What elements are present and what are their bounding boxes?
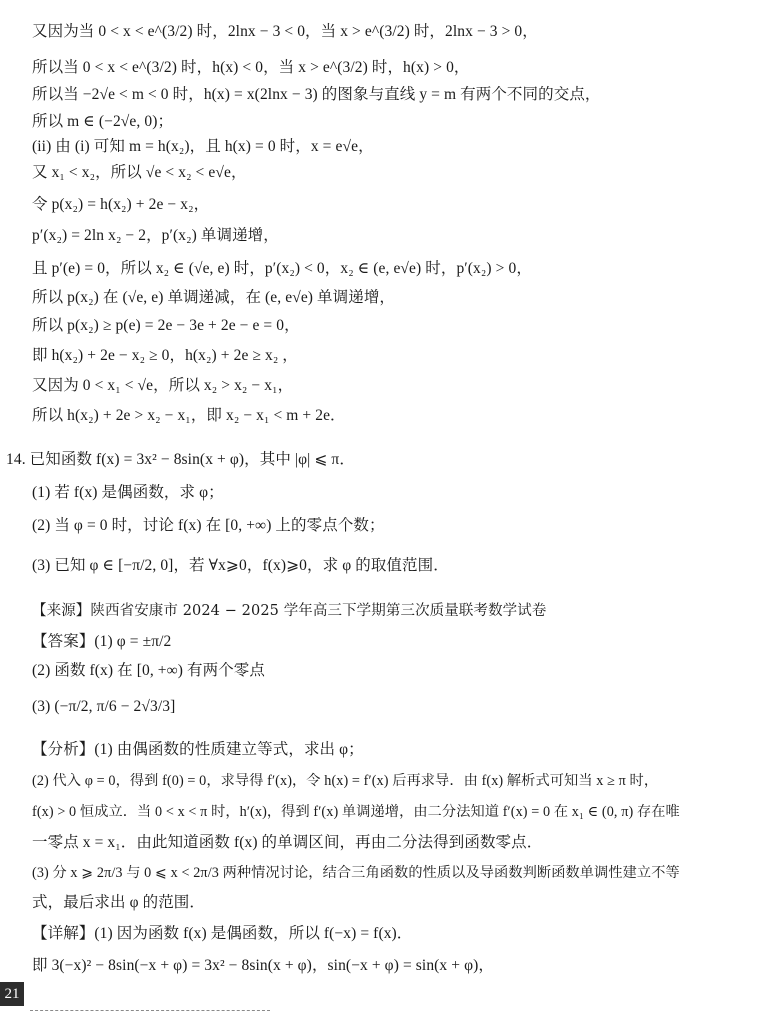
text-line: (ii) 由 (i) 可知 m = h(x₂)，且 h(x) = 0 时，x = e√e， bbox=[32, 138, 374, 155]
analysis-line: (3) 分 x ⩾ 2π/3 与 0 ⩽ x < 2π/3 两种情况讨论，结合三角函数的性质以及导函数判断函数单调性建立不等 bbox=[32, 865, 680, 881]
text-line: 所以 p(x₂) 在 (√e, e) 单调递减，在 (e, e√e) 单调递增， bbox=[32, 289, 396, 306]
source-line: 【来源】陕西省安康市 2024 − 2025 学年高三下学期第三次质量联考数学试卷 bbox=[32, 603, 547, 619]
text-line: 又因为当 0 < x < e^(3/2) 时，2lnx − 3 < 0，当 x > e^(3/2) 时，2lnx − 3 > 0， bbox=[32, 23, 538, 40]
analysis-line: 一零点 x = x₁．由此知道函数 f(x) 的单调区间，再由二分法得到函数零点． bbox=[32, 834, 543, 851]
text-line: 所以 p(x₂) ≥ p(e) = 2e − 3e + 2e − e = 0， bbox=[32, 317, 300, 334]
analysis-line: 式，最后求出 φ 的范围． bbox=[32, 894, 205, 911]
text-line: 令 p(x₂) = h(x₂) + 2e − x₂， bbox=[32, 196, 210, 213]
text-line: 且 p′(e) = 0，所以 x₂ ∈ (√e, e) 时，p′(x₂) < 0，x₂ ∈ (e, e√e) 时，p′(x₂) > 0， bbox=[32, 260, 532, 277]
page-number-badge: 21 bbox=[0, 982, 24, 1006]
detail-line: 即 3(−x)² − 8sin(−x + φ) = 3x² − 8sin(x + φ)，sin(−x + φ) = sin(x + φ)， bbox=[32, 957, 494, 974]
question-part-2: (2) 当 φ = 0 时，讨论 f(x) 在 [0, +∞) 上的零点个数； bbox=[32, 517, 385, 534]
footer-divider bbox=[30, 1010, 270, 1011]
analysis-line: f(x) > 0 恒成立．当 0 < x < π 时，h′(x)，得到 f′(x) 单调递增，由二分法知道 f′(x) = 0 在 x₁ ∈ (0, π) 存在唯 bbox=[32, 804, 680, 820]
text-line: 所以 m ∈ (−2√e, 0)； bbox=[32, 113, 174, 130]
text-line: 所以 h(x₂) + 2e > x₂ − x₁，即 x₂ − x₁ < m + 2e． bbox=[32, 407, 346, 424]
text-line: 又因为 0 < x₁ < √e，所以 x₂ > x₂ − x₁， bbox=[32, 377, 294, 394]
text-line: 所以当 −2√e < m < 0 时，h(x) = x(2lnx − 3) 的图象与直线 y = m 有两个不同的交点， bbox=[32, 86, 601, 103]
question-part-1: (1) 若 f(x) 是偶函数，求 φ； bbox=[32, 484, 224, 501]
question-part-3: (3) 已知 φ ∈ [−π/2, 0]，若 ∀x⩾0，f(x)⩾0，求 φ 的取值范围． bbox=[32, 557, 449, 574]
analysis-line: (2) 代入 φ = 0，得到 f(0) = 0，求导得 f′(x)，令 h(x) = f′(x) 后再求导．由 f(x) 解析式可知当 x ≥ π 时， bbox=[32, 773, 659, 789]
analysis-line: 【分析】(1) 由偶函数的性质建立等式，求出 φ； bbox=[32, 741, 364, 758]
question-14-stem: 14. 已知函数 f(x) = 3x² − 8sin(x + φ)，其中 |φ| ⩽ π． bbox=[6, 451, 355, 468]
answer-line-1: 【答案】(1) φ = ±π/2 bbox=[32, 633, 172, 650]
answer-line-3: (3) (−π/2, π/6 − 2√3/3] bbox=[32, 698, 176, 715]
text-line: p′(x₂) = 2ln x₂ − 2，p′(x₂) 单调递增， bbox=[32, 227, 279, 244]
text-line: 即 h(x₂) + 2e − x₂ ≥ 0，h(x₂) + 2e ≥ x₂ ， bbox=[32, 347, 298, 364]
answer-line-2: (2) 函数 f(x) 在 [0, +∞) 有两个零点 bbox=[32, 662, 265, 679]
text-line: 又 x₁ < x₂，所以 √e < x₂ < e√e， bbox=[32, 164, 247, 181]
detail-line: 【详解】(1) 因为函数 f(x) 是偶函数，所以 f(−x) = f(x)． bbox=[32, 925, 413, 942]
text-line: 所以当 0 < x < e^(3/2) 时，h(x) < 0，当 x > e^(3/2) 时，h(x) > 0， bbox=[32, 59, 470, 76]
